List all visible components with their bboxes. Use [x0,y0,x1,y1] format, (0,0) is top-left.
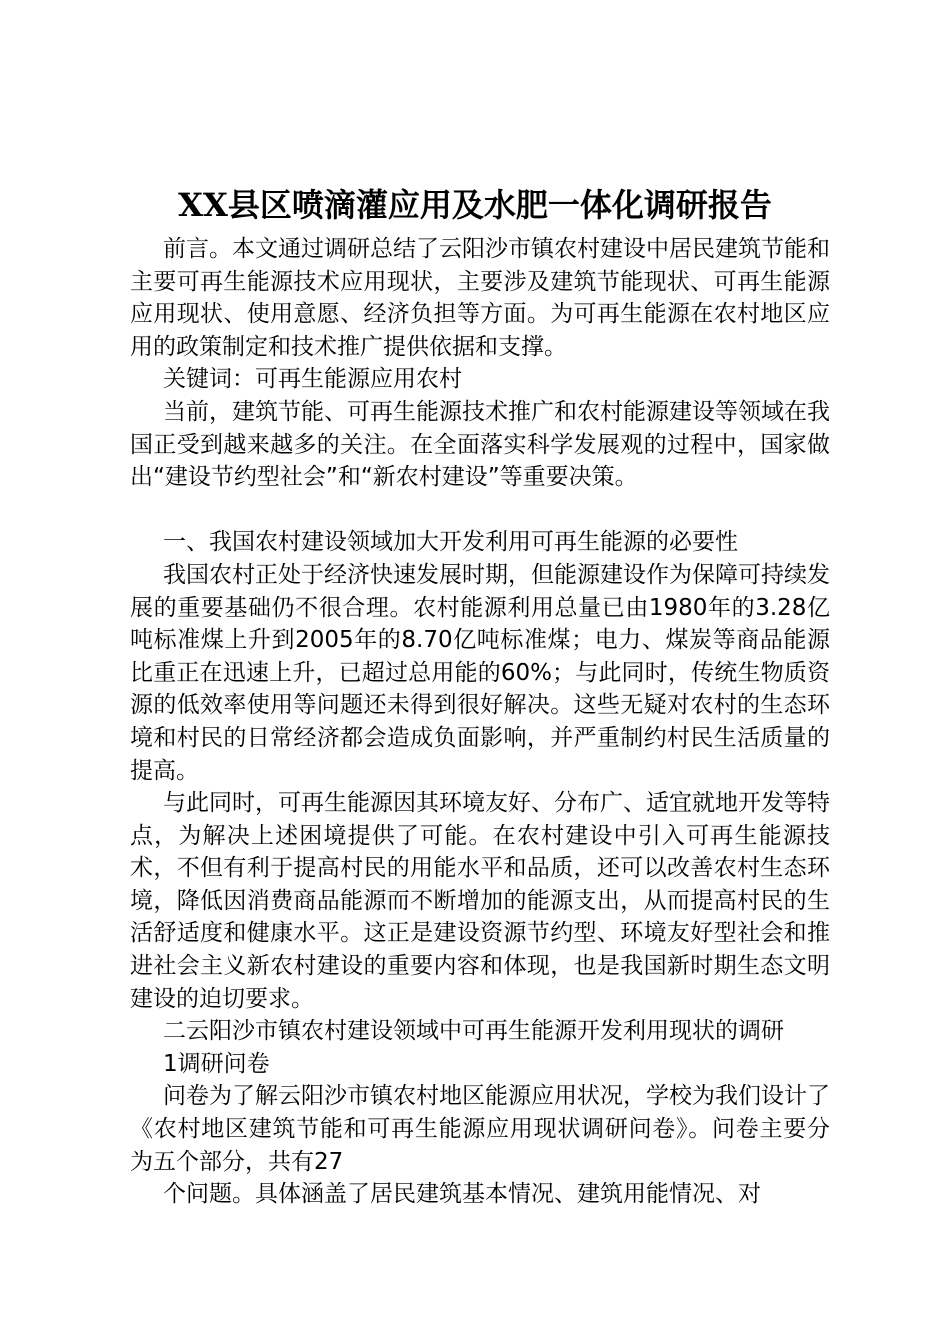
preface-paragraph: 前言。本文通过调研总结了云阳沙市镇农村建设中居民建筑节能和主要可再生能源技术应用现状，主要涉及建筑节能现状、可再生能源应用现状、使用意愿、经济负担等方面。为可再生能源在农村地区应用的政策制定和技术推广提供依据和支撑。 [130,236,830,360]
questionnaire-paragraph-continued: 个问题。具体涵盖了居民建筑基本情况、建筑用能情况、对 [163,1181,761,1208]
document-title: XX县区喷滴灌应用及水肥一体化调研报告 [178,186,772,224]
keywords-paragraph: 关键词：可再生能源应用农村 [163,366,462,393]
intro-paragraph: 当前，建筑节能、可再生能源技术推广和农村能源建设等领域在我国正受到越来越多的关注。在全面落实科学发展观的过程中，国家做出“建设节约型社会”和“新农村建设”等重要决策。 [130,398,830,491]
section-1-paragraph-1: 我国农村正处于经济快速发展时期，但能源建设作为保障可持续发展的重要基础仍不很合理。农村能源利用总量已由1980年的3.28亿吨标准煤上升到2005年的8.70亿吨标准煤；电力、煤炭等商品能源比重正在迅速上升，已超过总用能的60%；与此同时，传统生物质资源的低效率使用等问题还未得到很好解决。这些无疑对农村的生态环境和村民的日常经济都会造成负面影响，并严重制约村民生活质量的提高。 [130,561,830,784]
section-1-heading: 一、我国农村建设领域加大开发利用可再生能源的必要性 [163,529,738,556]
questionnaire-paragraph: 问卷为了解云阳沙市镇农村地区能源应用状况，学校为我们设计了《农村地区建筑节能和可再生能源应用现状调研问卷》。问卷主要分为五个部分，共有27 [130,1083,830,1175]
section-2-heading: 二云阳沙市镇农村建设领域中可再生能源开发利用现状的调研 [163,1018,784,1045]
document-body [130,233,830,1211]
subsection-2-1-heading: 1调研问卷 [163,1050,270,1077]
section-1-paragraph-2: 与此同时，可再生能源因其环境友好、分布广、适宜就地开发等特点，为解决上述困境提供了可能。在农村建设中引入可再生能源技术，不但有利于提高村民的用能水平和品质，还可以改善农村生态环境，降低因消费商品能源而不断增加的能源支出，从而提高村民的生活舒适度和健康水平。这正是建设资源节约型、环境友好型社会和推进社会主义新农村建设的重要内容和体现，也是我国新时期生态文明建设的迫切要求。 [130,790,830,1012]
